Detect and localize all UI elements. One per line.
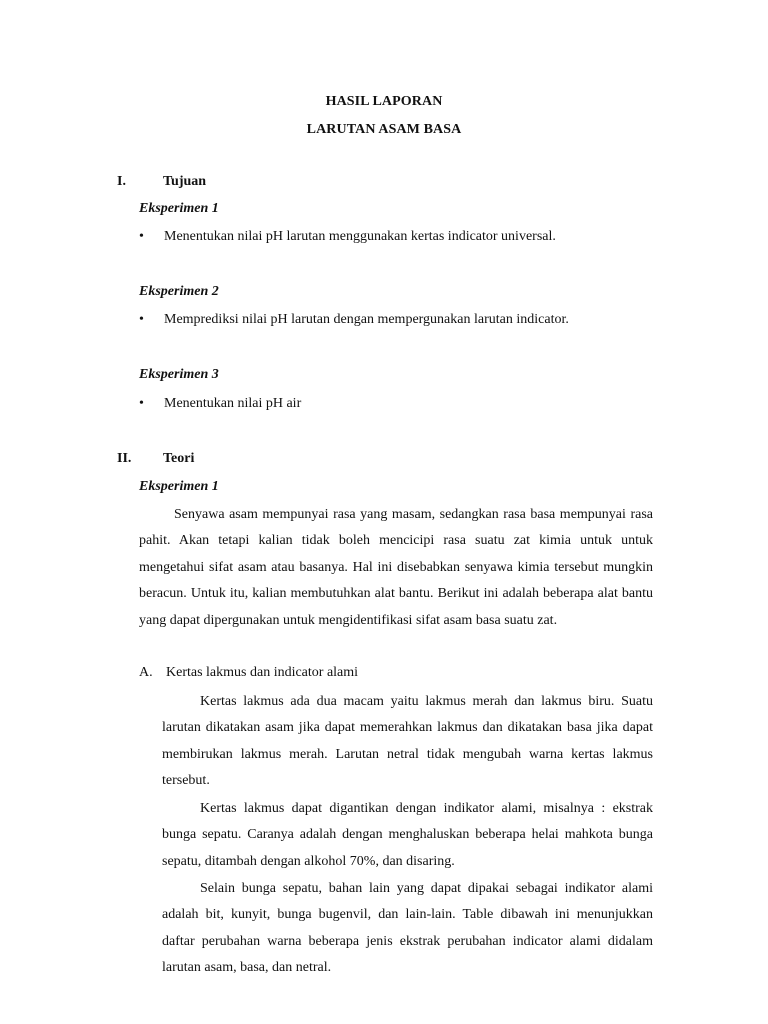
subsection-a-paragraph: Kertas lakmus ada dua macam yaitu lakmus merah dan lakmus biru. Suatu larutan dikatakan asam jika dapat memerahkan lakmus dan dikatakan basa jika dapat membirukan lakmus merah. Larutan netral tidak mengubah warna kertas lakmus tersebut.: [162, 694, 653, 789]
bullet-text: Memprediksi nilai pH larutan dengan mempergunakan larutan indicator.: [164, 312, 569, 327]
theory-intro-paragraph: Senyawa asam mempunyai rasa yang masam, sedangkan rasa basa mempunyai rasa pahit. Akan tetapi kalian tidak boleh mencicipi rasa suatu zat kimia untuk untuk mengetahui sifat asam atau basanya. Hal ini disebabkan senyawa kimia tersebut mungkin beracun. Untuk itu, kalian membutuhkan alat bantu. Berikut ini adalah beberapa alat bantu yang dapat dipergunakan untuk mengidentifikasi sifat asam basa suatu zat.: [139, 507, 653, 628]
section-1-number: I.: [117, 174, 126, 189]
section-2-number: II.: [117, 451, 132, 466]
document-title: HASIL LAPORAN: [325, 94, 443, 109]
bullet-icon: •: [139, 312, 144, 327]
bullet-icon: •: [139, 229, 144, 244]
section-1-title: Tujuan: [163, 174, 207, 189]
section-2-title: Teori: [163, 451, 195, 466]
bullet-text: Menentukan nilai pH air: [164, 396, 302, 411]
experiment-2-heading: Eksperimen 2: [139, 284, 219, 299]
bullet-icon: •: [139, 396, 144, 411]
theory-experiment-heading: Eksperimen 1: [139, 479, 219, 494]
experiment-1-heading: Eksperimen 1: [139, 201, 219, 216]
experiment-3-heading: Eksperimen 3: [139, 367, 219, 382]
subsection-a-paragraph: Kertas lakmus dapat digantikan dengan indikator alami, misalnya : ekstrak bunga sepatu. Caranya adalah dengan menghaluskan beberapa helai mahkota bunga sepatu, ditambah dengan alkohol 70%, dan disaring.: [162, 801, 653, 869]
subsection-a-label: A.: [139, 665, 153, 680]
bullet-text: Menentukan nilai pH larutan menggunakan kertas indicator universal.: [164, 229, 556, 244]
document-subtitle: LARUTAN ASAM BASA: [306, 122, 462, 137]
subsection-a-title: Kertas lakmus dan indicator alami: [166, 665, 359, 680]
subsection-a-paragraph: Selain bunga sepatu, bahan lain yang dapat dipakai sebagai indikator alami adalah bit, kunyit, bunga bugenvil, dan lain-lain. Table dibawah ini menunjukkan daftar perubahan warna beberapa jenis ekstrak perubahan indicator alami didalam larutan asam, basa, dan netral.: [162, 881, 653, 976]
